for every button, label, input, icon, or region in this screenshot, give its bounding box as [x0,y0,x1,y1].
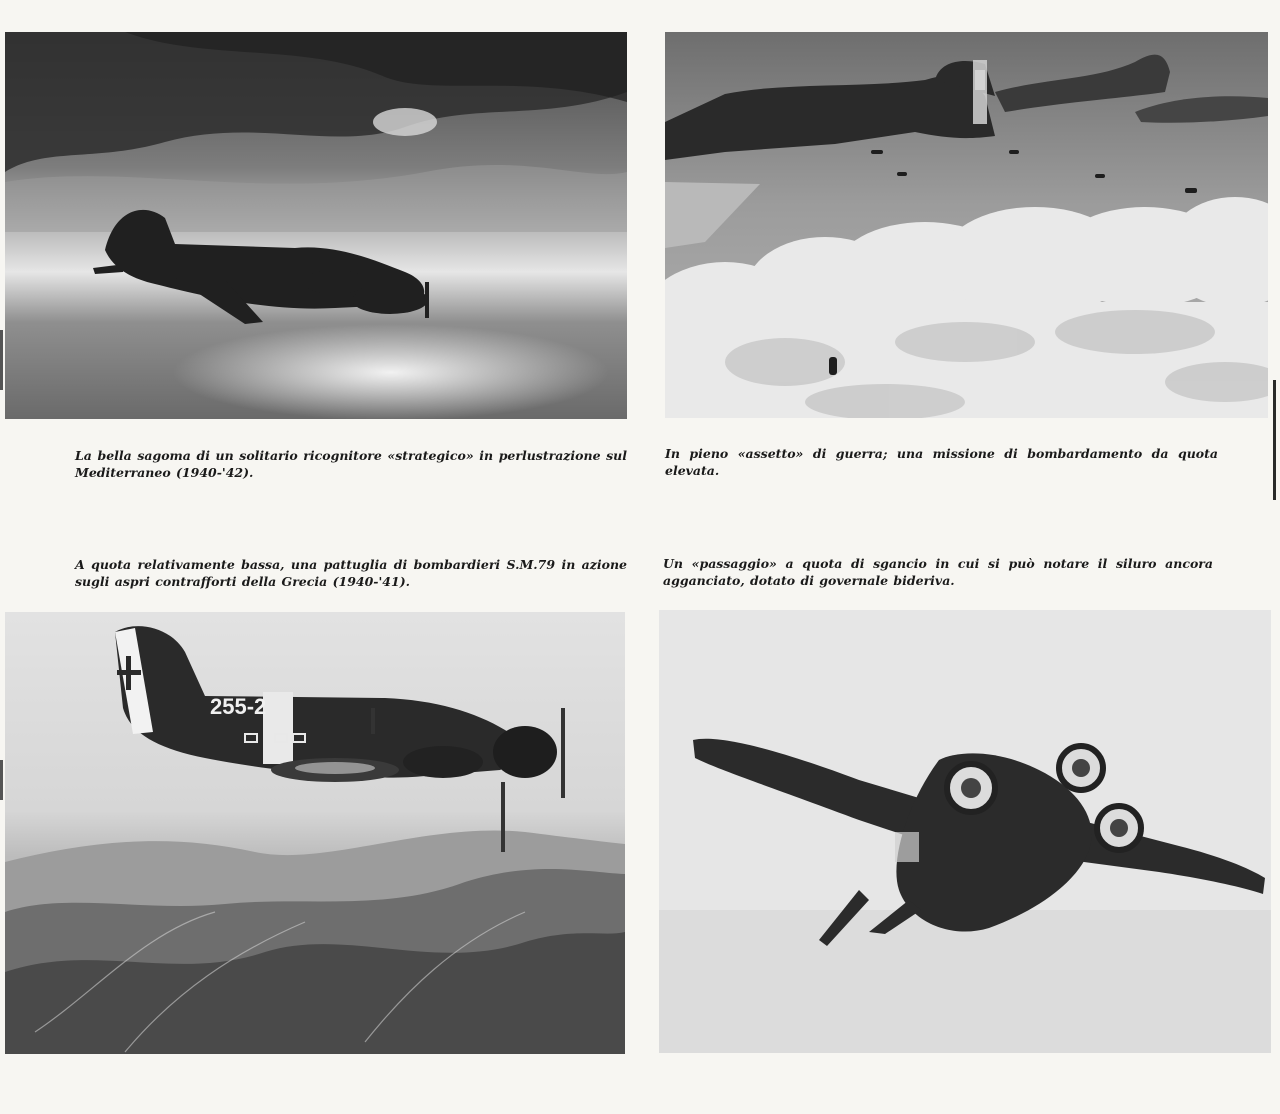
caption-bombing-mission: In pieno «assetto» di guerra; una missione di bombardamento da quota elevata. [665,446,1218,478]
fuselage-code: 255-2 [210,694,267,719]
photo-torpedo-bomber-pass [659,610,1271,1053]
caption-reconnaissance: La bella sagoma di un solitario ricognitore «strategico» in perlustrazione sul Mediterraneo (1940-'42). [75,448,627,480]
page-edge [0,330,3,390]
caption-sm79-greece: A quota relativamente bassa, una pattuglia di bombardieri S.M.79 in azione sugli aspri contrafforti della Grecia (1940-'41). [75,557,627,589]
caption-torpedo-pass: Un «passaggio» a quota di sgancio in cui si può notare il siluro ancora agganciato, dotato di governale bideriva. [663,556,1213,588]
page-edge [1273,380,1276,500]
photo-sm79-over-greece [5,612,625,1054]
page-edge [0,760,3,800]
photo-reconnaissance-aircraft [5,32,627,419]
photo-bombing-mission [665,32,1268,418]
